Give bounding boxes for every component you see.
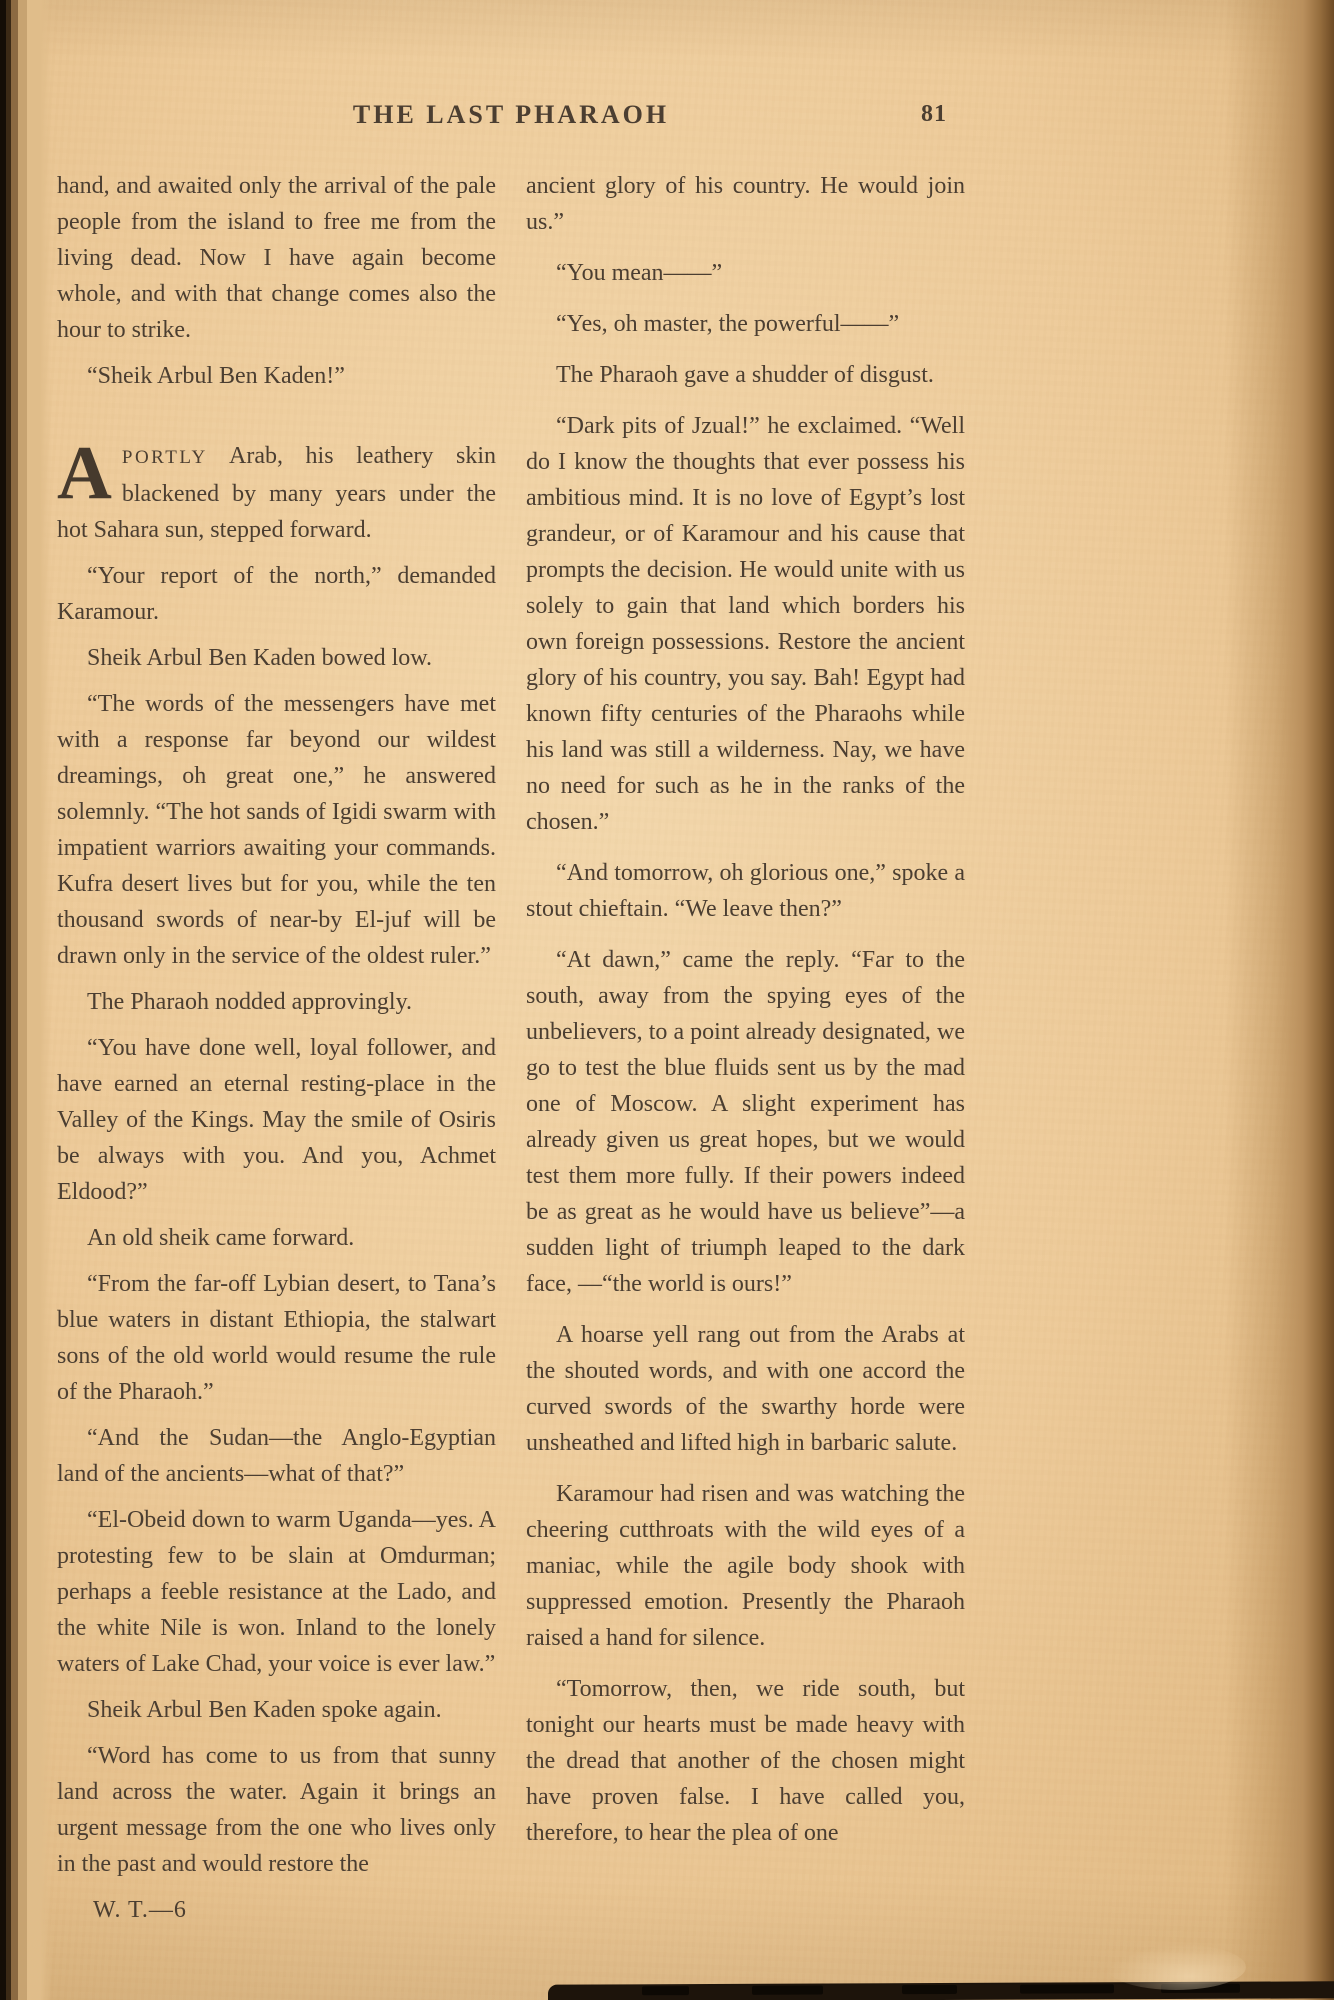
paragraph: Sheik Arbul Ben Kaden bowed low. bbox=[87, 645, 433, 671]
page-fore-edge-shadow bbox=[1224, 0, 1334, 2000]
drop-cap-letter: A bbox=[57, 431, 112, 515]
two-column-text bbox=[57, 168, 965, 1938]
paragraph: Karamour had risen and was watching the cheering cutthroats with the wild eyes of a maniac, while the agile body shook with suppressed emotion. Presently the Pharaoh raised a hand for silence. bbox=[526, 1481, 965, 1651]
paragraph: An old sheik came forward. bbox=[87, 1225, 355, 1251]
signature-mark: W. T.—6 bbox=[93, 1897, 187, 1923]
paragraph: The Pharaoh nodded approvingly. bbox=[87, 989, 413, 1015]
lead-in-small-caps: PORTLY bbox=[121, 447, 208, 468]
book-spine-edge bbox=[0, 0, 52, 2000]
running-header bbox=[57, 100, 965, 134]
paragraph: A hoarse yell rang out from the Arabs at the shouted words, and with one accord the curved swords of the swarthy horde were unsheathed and lifted high in barbaric salute. bbox=[526, 1322, 965, 1456]
paragraph: ancient glory of his country. He would join us.” bbox=[526, 173, 965, 235]
print-bleed-mark bbox=[1020, 1984, 1114, 1993]
print-bleed-mark bbox=[752, 1986, 823, 1995]
paragraph: The Pharaoh gave a shudder of disgust. bbox=[556, 362, 934, 388]
paragraph: “Yes, oh master, the powerful——” bbox=[556, 311, 900, 337]
right-column bbox=[526, 168, 965, 1938]
paragraph: “El-Obeid down to warm Uganda—yes. A protesting few to be slain at Omdurman; perhaps a feeble resistance at the Lado, and the white Nile is won. Inland to the lonely waters of Lake Chad, your voice is ever law.” bbox=[57, 1507, 496, 1677]
print-bleed-mark bbox=[642, 1986, 689, 1995]
paragraph: “Your report of the north,” demanded Karamour. bbox=[57, 563, 496, 625]
page-corner-highlight bbox=[1106, 1944, 1246, 1990]
paragraph: “At dawn,” came the reply. “Far to the south, away from the spying eyes of the unbelievers, to a point already designated, we go to test the blue fluids sent us by the mad one of Moscow. A slight experiment has already given us great hopes, but we would test them more fully. If their powers indeed be as great as he would have us believe”—a sudden light of triumph leaped to the dark face, —“the world is ours!” bbox=[526, 947, 965, 1297]
paragraph: “The words of the messengers have met with a response far beyond our wildest dreamings, oh great one,” he answered solemnly. “The hot sands of Igidi swarm with impatient warriors awaiting your commands. Kufra desert lives but for you, while the ten thousand swords of near-by El-juf will be drawn only in the service of the oldest ruler.” bbox=[57, 691, 496, 969]
paragraph: “You have done well, loyal follower, and have earned an eternal resting-place in the Valley of the Kings. May the smile of Osiris be always with you. And you, Achmet Eldood?” bbox=[57, 1035, 496, 1205]
paragraph: “Sheik Arbul Ben Kaden!” bbox=[87, 363, 345, 389]
page-title: THE LAST PHARAOH bbox=[352, 100, 670, 129]
left-column bbox=[57, 168, 496, 1938]
paragraph: “And the Sudan—the Anglo-Egyptian land of the ancients—what of that?” bbox=[57, 1425, 496, 1487]
paragraph: “And tomorrow, oh glorious one,” spoke a stout chieftain. “We leave then?” bbox=[526, 860, 965, 922]
paragraph: “Dark pits of Jzual!” he exclaimed. “Well do I know the thoughts that ever possess his ambitious mind. It is no love of Egypt’s lost grandeur, or of Karamour and his cause that prompts the decision. He would unite with us solely to gain that land which borders his own foreign possessions. Restore the ancient glory of his country, you say. Bah! Egypt had known fifty centuries of the Pharaohs while his land was still a wilderness. Nay, we have no need for such as he in the ranks of the chosen.” bbox=[526, 413, 965, 835]
paragraph: “You mean——” bbox=[556, 260, 723, 286]
page-number: 81 bbox=[921, 101, 947, 127]
paragraph: “Tomorrow, then, we ride south, but tonight our hearts must be made heavy with the dread that another of the chosen might have proven false. I have called you, therefore, to hear the plea of one bbox=[526, 1676, 965, 1846]
paragraph: “From the far-off Lybian desert, to Tana’s blue waters in distant Ethiopia, the stalwart sons of the old world would resume the rule of the Pharaoh.” bbox=[57, 1271, 496, 1405]
paragraph: “Word has come to us from that sunny land across the water. Again it brings an urgent message from the one who lives only in the past and would restore the bbox=[57, 1743, 496, 1877]
paragraph: hand, and awaited only the arrival of the pale people from the island to free me from the living dead. Now I have again become whole, and with that change comes also the hour to strike. bbox=[57, 173, 496, 343]
paragraph: Sheik Arbul Ben Kaden spoke again. bbox=[87, 1697, 442, 1723]
print-bleed-mark bbox=[902, 1985, 957, 1994]
magazine-page bbox=[57, 100, 965, 1938]
paragraph: APORTLY Arab, his leathery skin blackened by many years under the hot Sahara sun, stepped forward. bbox=[57, 431, 496, 543]
